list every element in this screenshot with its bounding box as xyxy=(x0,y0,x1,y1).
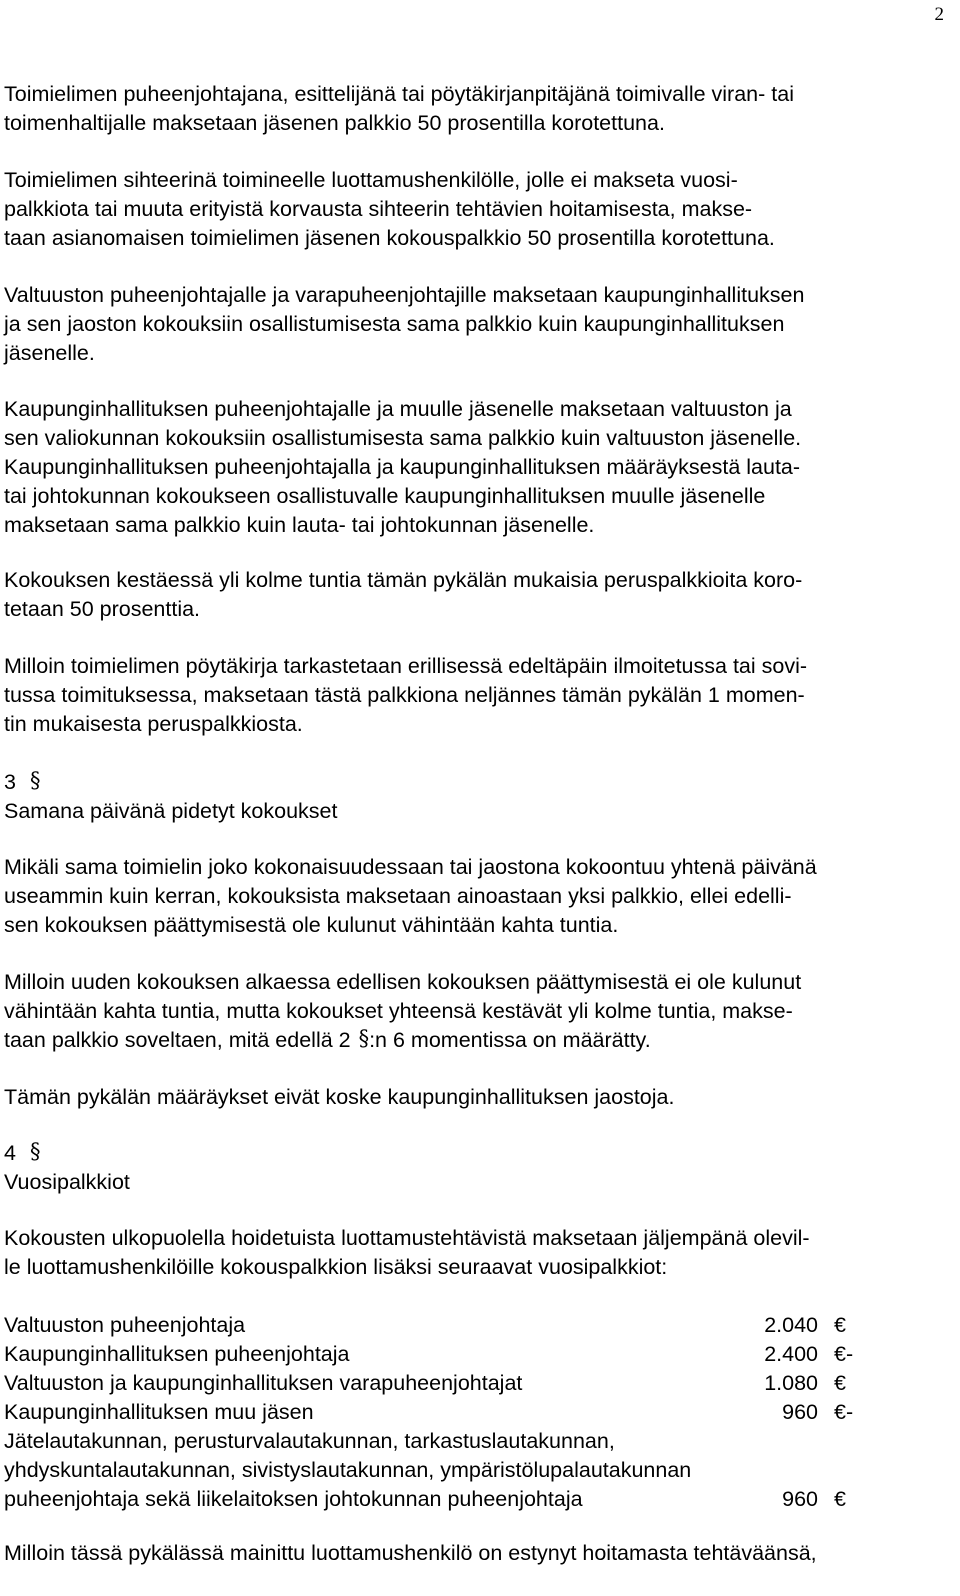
fee-label: Kaupunginhallituksen puheenjohtaja xyxy=(4,1342,350,1366)
paragraph-7 xyxy=(4,853,954,940)
fee-label: Valtuuston puheenjohtaja xyxy=(4,1313,246,1337)
fee-label: puheenjohtaja sekä liikelaitoksen johtokunnan puheenjohtaja xyxy=(4,1487,583,1511)
text-line: sen kokouksen päättymisestä ole kulunut vähintään kahta tuntia. xyxy=(4,913,619,937)
fee-row xyxy=(4,1340,954,1369)
fee-label-line: yhdyskuntalautakunnan, sivistyslautakunnan, ympäristölupalautakunnan xyxy=(4,1458,692,1482)
section-sign-icon: § xyxy=(358,1026,370,1050)
paragraph-9 xyxy=(4,1083,954,1112)
paragraph-3 xyxy=(4,281,954,368)
euro-icon: €- xyxy=(834,1342,854,1366)
text-line: Kaupunginhallituksen puheenjohtajalle ja muulle jäsenelle maksetaan valtuuston ja xyxy=(4,397,792,421)
euro-icon: €- xyxy=(834,1400,854,1424)
section-4-heading xyxy=(4,1139,954,1197)
paragraph-5 xyxy=(4,566,954,624)
section-number: 4 xyxy=(4,1141,16,1165)
text-line: ja sen jaoston kokouksiin osallistumisesta sama palkkio kuin kaupunginhallituksen xyxy=(4,312,785,336)
text-line: Milloin toimielimen pöytäkirja tarkastetaan erillisessä edeltäpäin ilmoitetussa tai sovi- xyxy=(4,654,808,678)
text-line: palkkiota tai muuta erityistä korvausta sihteerin tehtävien hoitamisesta, makse- xyxy=(4,197,753,221)
text-line: le luottamushenkilöille kokouspalkkion lisäksi seuraavat vuosipalkkiot: xyxy=(4,1255,668,1279)
fee-value: 1.080 xyxy=(764,1371,818,1395)
euro-icon: € xyxy=(834,1371,846,1395)
text-line: Kokousten ulkopuolella hoidetuista luottamustehtävistä maksetaan jäljempänä olevil- xyxy=(4,1226,810,1250)
text-line: Mikäli sama toimielin joko kokonaisuudessaan tai jaostona kokoontuu yhtenä päivänä xyxy=(4,855,817,879)
text-line: tin mukaisesta peruspalkkiosta. xyxy=(4,712,303,736)
fee-label: Kaupunginhallituksen muu jäsen xyxy=(4,1400,314,1424)
text-line: tai johtokunnan kokoukseen osallistuvalle kaupunginhallituksen muulle jäsenelle xyxy=(4,484,766,508)
text-line: toimenhaltijalle maksetaan jäsenen palkkio 50 prosentilla korotettuna. xyxy=(4,111,665,135)
fee-label-line: Jätelautakunnan, perusturvalautakunnan, tarkastuslautakunnan, xyxy=(4,1429,615,1453)
euro-icon: € xyxy=(834,1487,846,1511)
text-line: taan asianomaisen toimielimen jäsenen kokouspalkkio 50 prosentilla korotettuna. xyxy=(4,226,775,250)
paragraph-1 xyxy=(4,80,954,138)
text-line: Milloin tässä pykälässä mainittu luottamushenkilö on estynyt hoitamasta tehtäväänsä, xyxy=(4,1541,817,1565)
text-fragment: taan palkkio soveltaen, mitä edellä 2 xyxy=(4,1028,357,1052)
text-line: Kokouksen kestäessä yli kolme tuntia tämän pykälän mukaisia peruspalkkioita koro- xyxy=(4,568,803,592)
fee-value: 2.400 xyxy=(764,1342,818,1366)
section-sign-icon: § xyxy=(29,768,41,792)
fee-label: Valtuuston ja kaupunginhallituksen varapuheenjohtajat xyxy=(4,1371,523,1395)
fee-row xyxy=(4,1311,954,1340)
section-title: Samana päivänä pidetyt kokoukset xyxy=(4,799,338,823)
text-line: tussa toimituksessa, maksetaan tästä palkkiona neljännes tämän pykälän 1 momen- xyxy=(4,683,805,707)
text-line: maksetaan sama palkkio kuin lauta- tai johtokunnan jäsenelle. xyxy=(4,513,595,537)
paragraph-11 xyxy=(4,1539,954,1568)
text-line: tetaan 50 prosenttia. xyxy=(4,597,201,621)
text-line: Toimielimen sihteerinä toimineelle luottamushenkilölle, jolle ei makseta vuosi- xyxy=(4,168,738,192)
text-line: useammin kuin kerran, kokouksista maksetaan ainoastaan yksi palkkio, ellei edelli- xyxy=(4,884,792,908)
text-line xyxy=(4,1026,954,1055)
text-line: jäsenelle. xyxy=(4,341,95,365)
paragraph-6 xyxy=(4,652,954,739)
fee-row xyxy=(4,1485,954,1514)
text-line: vähintään kahta tuntia, mutta kokoukset yhteensä kestävät yli kolme tuntia, makse- xyxy=(4,999,793,1023)
paragraph-10 xyxy=(4,1224,954,1282)
section-sign-icon: § xyxy=(29,1139,41,1163)
page-number: 2 xyxy=(934,4,944,25)
fee-value: 960 xyxy=(782,1400,818,1424)
text-line: Kaupunginhallituksen puheenjohtajalla ja kaupunginhallituksen määräyksestä lauta- xyxy=(4,455,801,479)
section-number: 3 xyxy=(4,770,16,794)
paragraph-4 xyxy=(4,395,954,540)
fee-table xyxy=(4,1311,954,1514)
section-3-heading xyxy=(4,768,954,826)
text-line: Milloin uuden kokouksen alkaessa edellisen kokouksen päättymisestä ei ole kulunut xyxy=(4,970,802,994)
text-line: Toimielimen puheenjohtajana, esittelijänä tai pöytäkirjanpitäjänä toimivalle viran- tai xyxy=(4,82,794,106)
fee-value: 2.040 xyxy=(764,1313,818,1337)
text-line: Valtuuston puheenjohtajalle ja varapuheenjohtajille maksetaan kaupunginhallituksen xyxy=(4,283,805,307)
fee-row xyxy=(4,1369,954,1398)
text-line: sen valiokunnan kokouksiin osallistumisesta sama palkkio kuin valtuuston jäsenelle. xyxy=(4,426,802,450)
fee-row xyxy=(4,1398,954,1427)
fee-value: 960 xyxy=(782,1487,818,1511)
text-fragment: :n 6 momentissa on määrätty. xyxy=(369,1028,651,1052)
euro-icon: € xyxy=(834,1313,846,1337)
text-line: Tämän pykälän määräykset eivät koske kaupunginhallituksen jaostoja. xyxy=(4,1085,675,1109)
paragraph-8 xyxy=(4,968,954,1055)
paragraph-2 xyxy=(4,166,954,253)
section-title: Vuosipalkkiot xyxy=(4,1170,130,1194)
